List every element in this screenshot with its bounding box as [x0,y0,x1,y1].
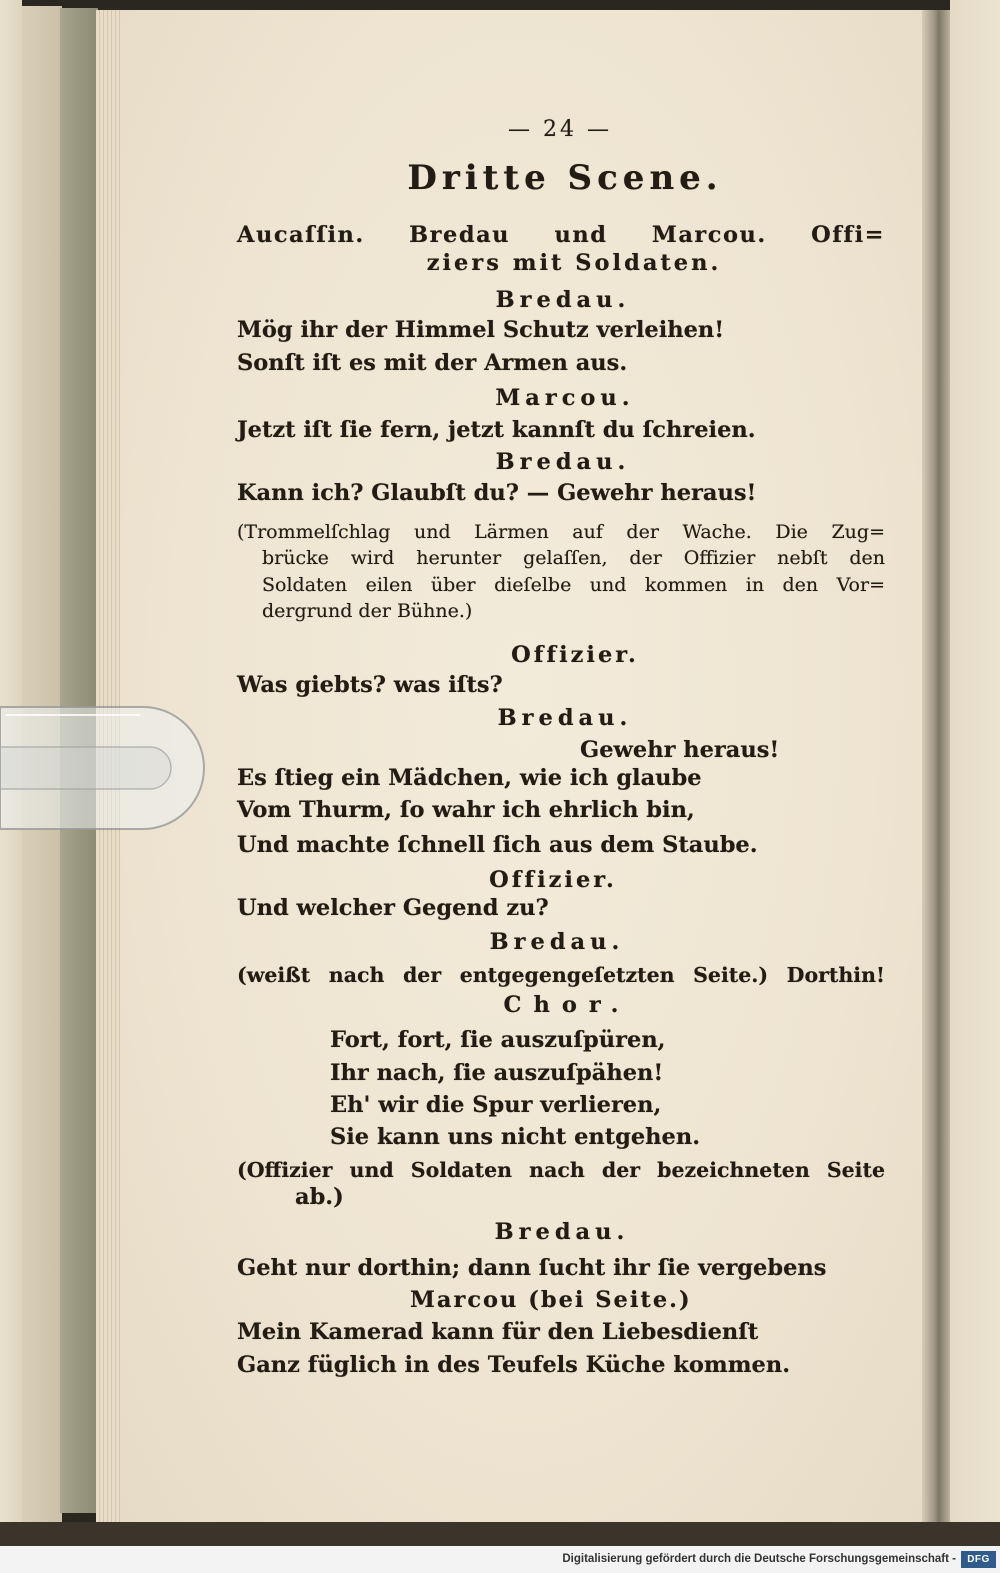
dfg-logo: DFG [961,1551,996,1568]
verse-line: Gewehr heraus! [580,737,780,763]
stage-direction: (Offizier und Soldaten nach der bezeichneten Seite [237,1158,885,1182]
stage-direction: Soldaten eilen über dieſelbe und kommen in den Vor= [262,574,885,596]
speaker-name: Marcou. [495,385,635,411]
speaker-name: Bredau. [497,705,633,731]
speaker-name: Bredau. [494,1219,630,1245]
verse-line: Es ſtieg ein Mädchen, wie ich glaube [237,765,702,791]
verse-line: Mein Kamerad kann für den Liebesdienſt [237,1319,759,1345]
verse-line: Vom Thurm, ſo wahr ich ehrlich bin, [237,797,695,823]
verse-line: Eh' wir die Spur verlieren, [330,1092,662,1118]
speaker-name: Bredau. [495,287,631,313]
stage-direction: dergrund der Bühne.) [262,600,473,622]
verse-line: Was giebts? was iſts? [237,672,503,698]
footer-credit: Digitalisierung gefördert durch die Deutsche Forschungsgemeinschaft - [562,1553,956,1565]
verse-line: Geht nur dorthin; dann ſucht ihr ſie vergebens [237,1255,827,1281]
stage-direction: (Trommelſchlag und Lärmen auf der Wache. Die Zug= [237,521,885,543]
paperclip [0,703,205,833]
speaker-name: Marcou (bei Seite.) [410,1287,692,1313]
speaker-name: Bredau. [489,929,625,955]
verse-line: Und welcher Gegend zu? [237,895,549,921]
verse-line: Kann ich? Glaubſt du? — Gewehr heraus! [237,480,757,506]
gutter-shadow [922,10,950,1522]
stage-direction: ab.) [295,1184,344,1210]
verse-line: Ihr nach, ſie auszuſpähen! [330,1060,664,1086]
verse-line: (weißt nach der entgegengeſetzten Seite.) Dorthin! [237,963,885,987]
verse-line: Mög ihr der Himmel Schutz verleihen! [237,317,725,343]
scene-title: Dritte Scene. [407,158,723,198]
facing-page-edge [950,0,1000,1530]
cast-list-line: ziers mit Soldaten. [426,250,722,276]
verse-line: Sie kann uns nicht entgehen. [330,1124,701,1150]
verse-line: Ganz füglich in des Teufels Küche kommen. [237,1352,791,1378]
page-number: — 24 — [508,117,612,142]
speaker-name: Offizier. [511,642,639,668]
speaker-name: Offizier. [489,867,617,893]
speaker-name: Bredau. [495,449,631,475]
cast-list-line: Aucaſſin. Bredau und Marcou. Offi= [237,222,885,248]
verse-line: Und machte ſchnell ſich aus dem Staube. [237,832,758,858]
verse-line: Jetzt iſt ſie fern, jetzt kannſt du ſchreien. [237,417,756,443]
verse-line: Sonſt iſt es mit der Armen aus. [237,350,628,376]
verse-line: Fort, fort, ſie auszuſpüren, [330,1027,666,1053]
stage-direction: brücke wird herunter gelaſſen, der Offizier nebſt den [262,547,885,569]
speaker-name: Chor. [503,992,631,1018]
scan-bottom-border [0,1522,1000,1548]
